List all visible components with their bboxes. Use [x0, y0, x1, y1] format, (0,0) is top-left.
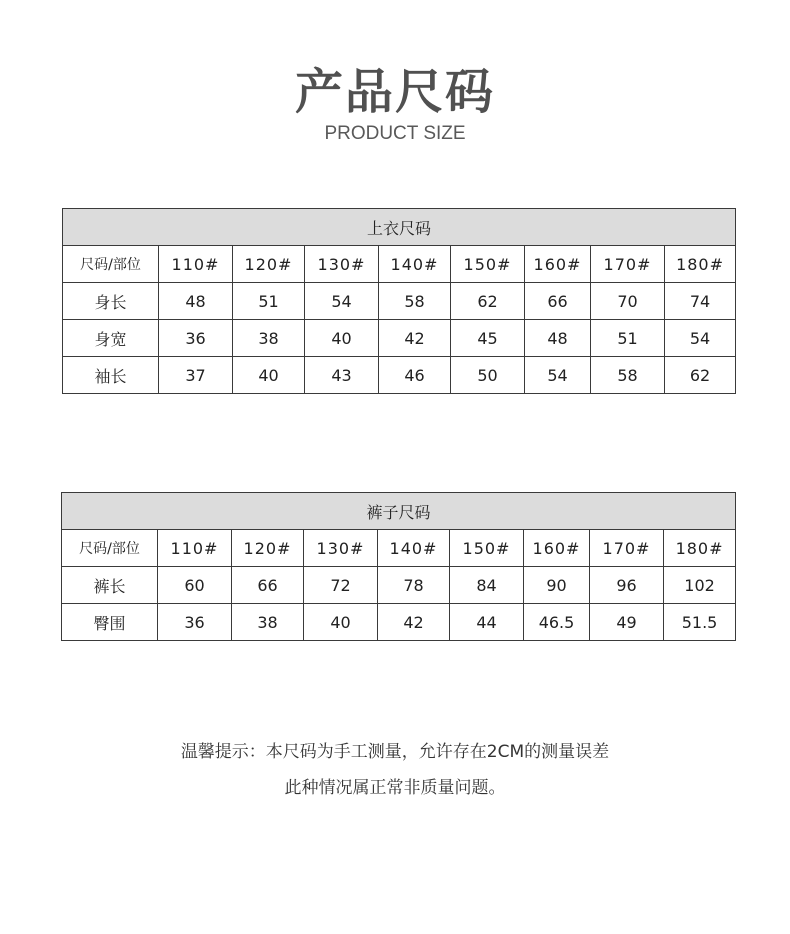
- table-cell: 37: [159, 357, 233, 394]
- table-row: [62, 604, 736, 641]
- size-header: 140#: [379, 246, 451, 283]
- table-row: [63, 357, 736, 394]
- table-cell: 40: [305, 320, 379, 357]
- top-size-table: [62, 208, 736, 394]
- size-header: 120#: [232, 530, 304, 567]
- page-subtitle: PRODUCT SIZE: [324, 123, 466, 144]
- size-header: 160#: [524, 530, 590, 567]
- table-cell: 51: [591, 320, 665, 357]
- table-cell: 54: [525, 357, 591, 394]
- table-cell: 66: [525, 283, 591, 320]
- table-cell: 38: [233, 320, 305, 357]
- table-cell: 54: [305, 283, 379, 320]
- table-row: [63, 283, 736, 320]
- corner-label: 尺码/部位: [62, 530, 158, 567]
- table-header-row: [62, 530, 736, 567]
- table-cell: 36: [158, 604, 232, 641]
- page-title: 产品尺码: [294, 64, 495, 120]
- table-cell: 40: [304, 604, 378, 641]
- table-cell: 102: [664, 567, 736, 604]
- size-header: 180#: [665, 246, 736, 283]
- table-row: [62, 567, 736, 604]
- table-cell: 90: [524, 567, 590, 604]
- top-table-caption: 上衣尺码: [63, 209, 736, 246]
- corner-label: 尺码/部位: [63, 246, 159, 283]
- size-header: 150#: [451, 246, 525, 283]
- table-header-row: [63, 246, 736, 283]
- table-cell: 62: [451, 283, 525, 320]
- table-cell: 96: [590, 567, 664, 604]
- table-cell: 36: [159, 320, 233, 357]
- row-label: 裤长: [62, 567, 158, 604]
- pants-table-caption: 裤子尺码: [62, 493, 736, 530]
- row-label: 身长: [63, 283, 159, 320]
- table-cell: 58: [591, 357, 665, 394]
- row-label: 身宽: [63, 320, 159, 357]
- notice-line-1: 温馨提示：本尺码为手工测量，允许存在2CM的测量误差: [180, 742, 610, 762]
- size-header: 110#: [159, 246, 233, 283]
- table-cell: 84: [450, 567, 524, 604]
- table-cell: 51.5: [664, 604, 736, 641]
- size-header: 110#: [158, 530, 232, 567]
- table-cell: 43: [305, 357, 379, 394]
- notice-line-2: 此种情况属正常非质量问题。: [284, 778, 506, 798]
- size-header: 150#: [450, 530, 524, 567]
- pants-size-table: [61, 492, 736, 641]
- size-header: 160#: [525, 246, 591, 283]
- table-cell: 38: [232, 604, 304, 641]
- table-cell: 42: [378, 604, 450, 641]
- table-cell: 78: [378, 567, 450, 604]
- table-cell: 40: [233, 357, 305, 394]
- row-label: 袖长: [63, 357, 159, 394]
- table-cell: 51: [233, 283, 305, 320]
- size-header: 140#: [378, 530, 450, 567]
- table-cell: 72: [304, 567, 378, 604]
- table-cell: 48: [525, 320, 591, 357]
- table-cell: 45: [451, 320, 525, 357]
- size-header: 130#: [304, 530, 378, 567]
- table-cell: 50: [451, 357, 525, 394]
- table-cell: 54: [665, 320, 736, 357]
- table-cell: 42: [379, 320, 451, 357]
- table-cell: 70: [591, 283, 665, 320]
- table-cell: 49: [590, 604, 664, 641]
- table-cell: 74: [665, 283, 736, 320]
- size-header: 130#: [305, 246, 379, 283]
- table-cell: 46: [379, 357, 451, 394]
- row-label: 臀围: [62, 604, 158, 641]
- table-cell: 48: [159, 283, 233, 320]
- table-cell: 46.5: [524, 604, 590, 641]
- size-header: 170#: [591, 246, 665, 283]
- table-cell: 58: [379, 283, 451, 320]
- table-cell: 66: [232, 567, 304, 604]
- size-header: 120#: [233, 246, 305, 283]
- size-header: 180#: [664, 530, 736, 567]
- size-header: 170#: [590, 530, 664, 567]
- table-cell: 60: [158, 567, 232, 604]
- table-row: [63, 320, 736, 357]
- table-cell: 62: [665, 357, 736, 394]
- table-cell: 44: [450, 604, 524, 641]
